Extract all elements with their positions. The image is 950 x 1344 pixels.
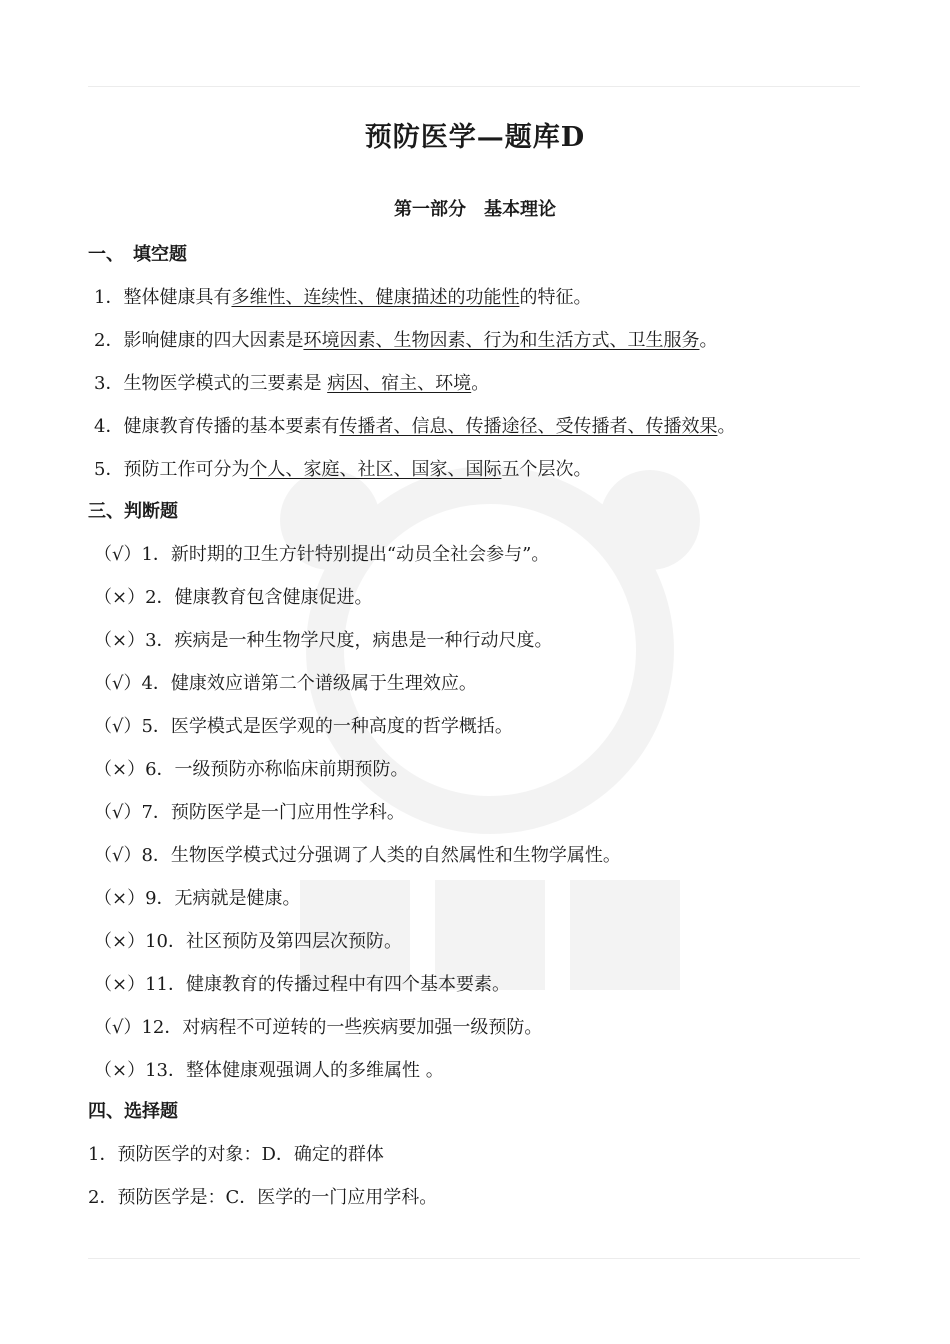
judge-item: （×）9．无病就是健康。 — [94, 888, 301, 909]
part-heading: 第一部分 基本理论 — [394, 199, 556, 220]
page-title: 预防医学—题库D — [364, 122, 586, 153]
judge-item: （×）13．整体健康观强调人的多维属性 。 — [94, 1060, 444, 1081]
section-fill-heading: 一、 填空题 — [88, 244, 187, 265]
judge-item: （√）1．新时期的卫生方针特别提出“动员全社会参与”。 — [94, 544, 550, 565]
footer-rule — [88, 1258, 860, 1259]
judge-item: （×）11．健康教育的传播过程中有四个基本要素。 — [94, 974, 510, 995]
section-choice-heading: 四、选择题 — [88, 1101, 178, 1122]
fill-item: 3．生物医学模式的三要素是 病因、宿主、环境。 — [94, 373, 490, 394]
judge-item: （√）4．健康效应谱第二个谱级属于生理效应。 — [94, 673, 477, 694]
fill-item: 5．预防工作可分为个人、家庭、社区、国家、国际五个层次。 — [94, 459, 592, 480]
judge-item: （√）12．对病程不可逆转的一些疾病要加强一级预防。 — [94, 1017, 543, 1038]
judge-item: （×）3．疾病是一种生物学尺度，病患是一种行动尺度。 — [94, 630, 553, 651]
judge-item: （×）2．健康教育包含健康促进。 — [94, 587, 373, 608]
judge-item: （√）7．预防医学是一门应用性学科。 — [94, 802, 405, 823]
judge-item: （×）6．一级预防亦称临床前期预防。 — [94, 759, 409, 780]
judge-item: （√）8．生物医学模式过分强调了人类的自然属性和生物学属性。 — [94, 845, 621, 866]
header-rule — [88, 86, 860, 87]
judge-item: （×）10．社区预防及第四层次预防。 — [94, 931, 402, 952]
fill-item: 2．影响健康的四大因素是环境因素、生物因素、行为和生活方式、卫生服务。 — [94, 330, 718, 351]
section-judge-heading: 三、判断题 — [88, 501, 178, 522]
choice-item: 1．预防医学的对象：D．确定的群体 — [88, 1144, 384, 1165]
choice-item: 2．预防医学是：C．医学的一门应用学科。 — [88, 1187, 438, 1208]
fill-item: 4．健康教育传播的基本要素有传播者、信息、传播途径、受传播者、传播效果。 — [94, 416, 736, 437]
judge-item: （√）5．医学模式是医学观的一种高度的哲学概括。 — [94, 716, 513, 737]
fill-item: 1．整体健康具有多维性、连续性、健康描述的功能性的特征。 — [94, 287, 592, 308]
